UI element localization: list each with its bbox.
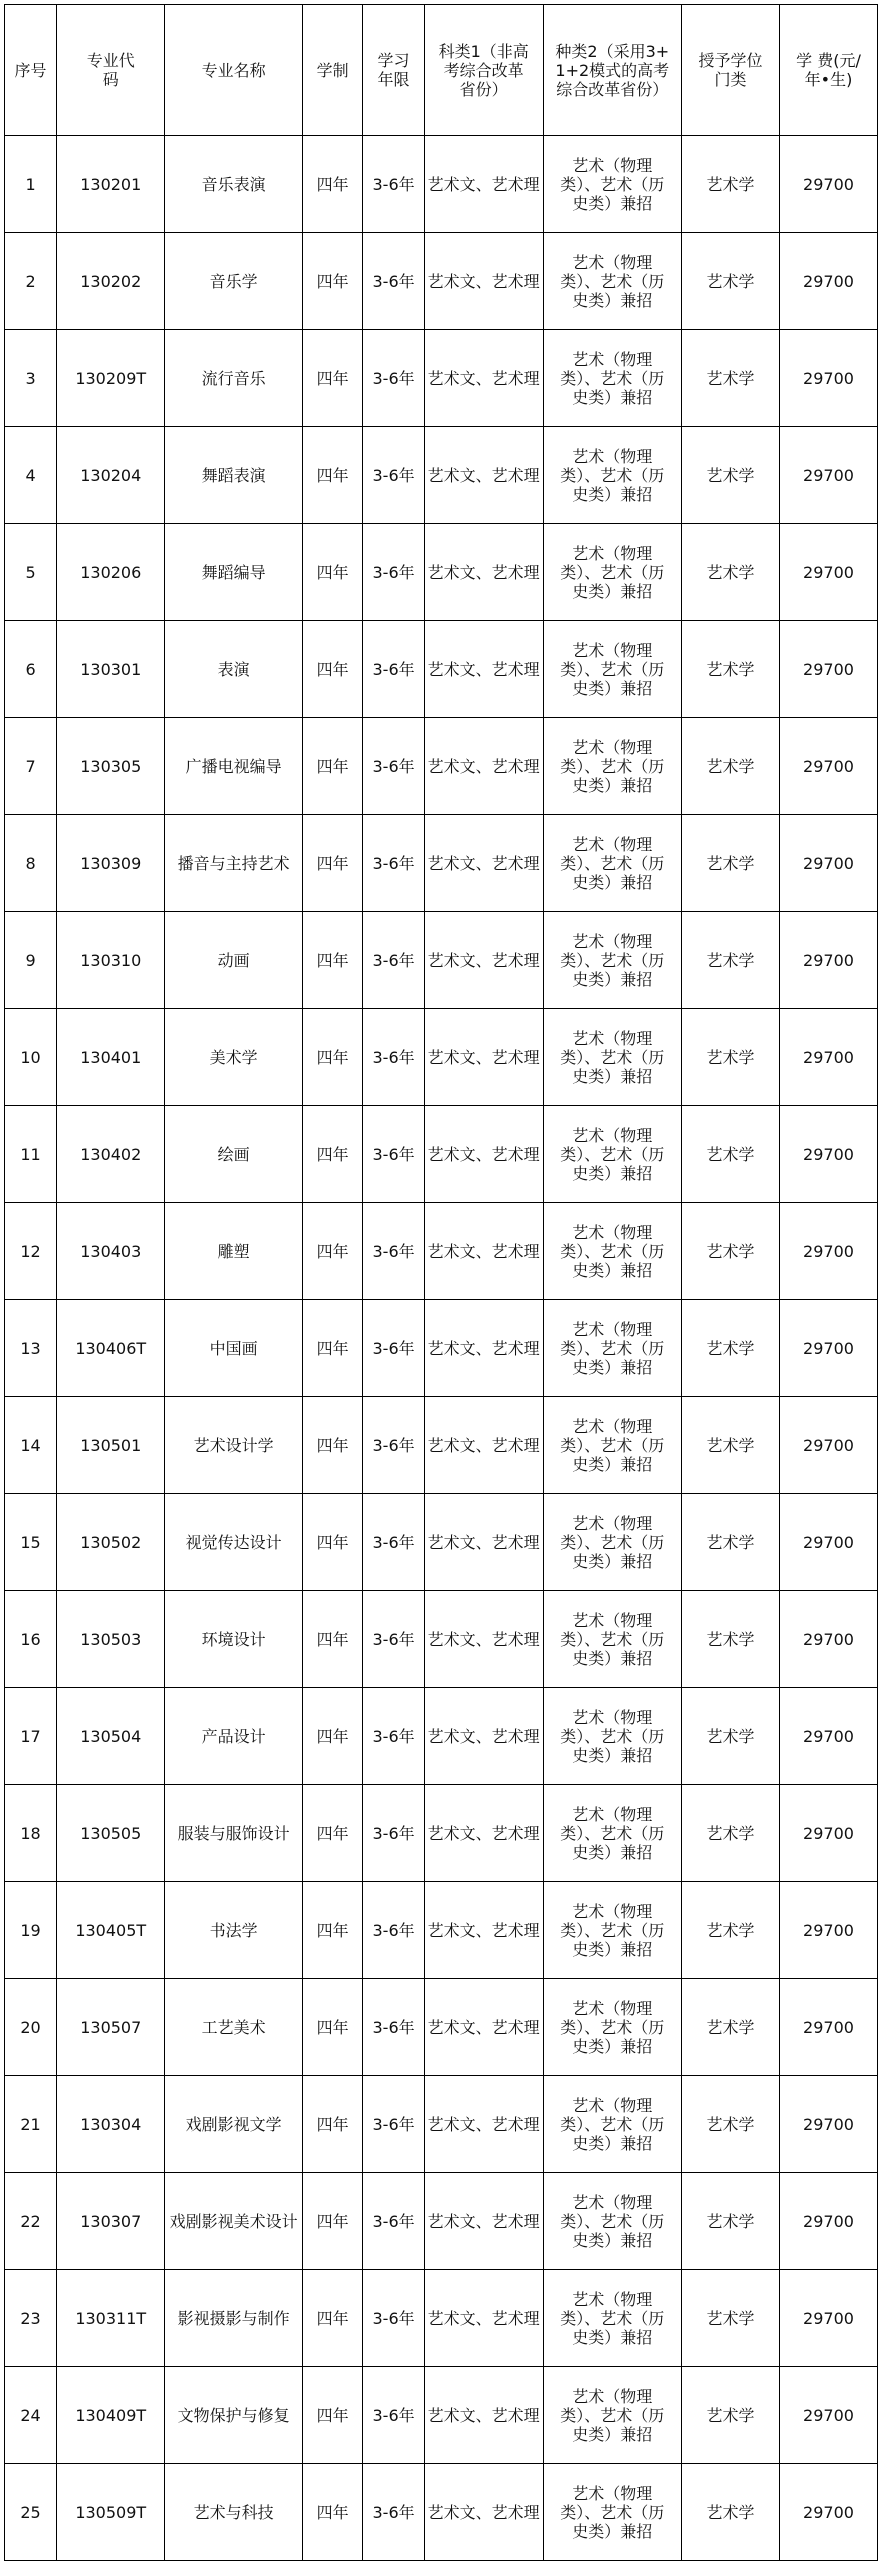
header-degree: 授予学位门类 <box>682 5 780 136</box>
cell-category2-text: 艺术（物理类）、艺术（历史类）兼招 <box>560 1319 665 1377</box>
cell-name: 影视摄影与制作 <box>165 2270 303 2367</box>
cell-name: 音乐学 <box>165 233 303 330</box>
cell-system: 四年 <box>302 2464 362 2561</box>
cell-category1: 艺术文、艺术理 <box>424 1009 543 1106</box>
cell-duration: 3-6年 <box>363 1688 424 1785</box>
cell-fee: 29700 <box>780 2367 878 2464</box>
cell-seq: 8 <box>5 815 57 912</box>
cell-fee: 29700 <box>780 1882 878 1979</box>
cell-category2-text: 艺术（物理类）、艺术（历史类）兼招 <box>560 2289 665 2347</box>
cell-fee: 29700 <box>780 1979 878 2076</box>
cell-category1: 艺术文、艺术理 <box>424 1688 543 1785</box>
cell-fee: 29700 <box>780 136 878 233</box>
cell-duration: 3-6年 <box>363 1106 424 1203</box>
table-row <box>5 233 878 330</box>
cell-degree: 艺术学 <box>682 1882 780 1979</box>
cell-category2 <box>543 136 682 233</box>
table-row <box>5 1300 878 1397</box>
cell-duration: 3-6年 <box>363 1397 424 1494</box>
cell-degree: 艺术学 <box>682 427 780 524</box>
cell-system: 四年 <box>302 2173 362 2270</box>
cell-duration: 3-6年 <box>363 2270 424 2367</box>
cell-duration: 3-6年 <box>363 1203 424 1300</box>
cell-category1: 艺术文、艺术理 <box>424 233 543 330</box>
cell-category2-text: 艺术（物理类）、艺术（历史类）兼招 <box>560 1804 665 1862</box>
cell-fee: 29700 <box>780 1106 878 1203</box>
cell-category1: 艺术文、艺术理 <box>424 1785 543 1882</box>
cell-seq: 5 <box>5 524 57 621</box>
cell-system: 四年 <box>302 1494 362 1591</box>
cell-name: 表演 <box>165 621 303 718</box>
cell-category1: 艺术文、艺术理 <box>424 2270 543 2367</box>
cell-category1: 艺术文、艺术理 <box>424 1979 543 2076</box>
cell-name: 产品设计 <box>165 1688 303 1785</box>
cell-degree: 艺术学 <box>682 136 780 233</box>
cell-degree: 艺术学 <box>682 1300 780 1397</box>
cell-degree: 艺术学 <box>682 524 780 621</box>
cell-code: 130405T <box>57 1882 165 1979</box>
cell-category2 <box>543 2270 682 2367</box>
cell-seq: 6 <box>5 621 57 718</box>
cell-duration: 3-6年 <box>363 427 424 524</box>
cell-system: 四年 <box>302 718 362 815</box>
cell-category2-text: 艺术（物理类）、艺术（历史类）兼招 <box>560 931 665 989</box>
table-row <box>5 2173 878 2270</box>
cell-system: 四年 <box>302 2367 362 2464</box>
cell-name: 流行音乐 <box>165 330 303 427</box>
cell-category1: 艺术文、艺术理 <box>424 1203 543 1300</box>
table-row <box>5 2076 878 2173</box>
header-code: 专业代码 <box>57 5 165 136</box>
cell-degree: 艺术学 <box>682 1494 780 1591</box>
cell-seq: 13 <box>5 1300 57 1397</box>
table-row <box>5 2367 878 2464</box>
cell-category2-text: 艺术（物理类）、艺术（历史类）兼招 <box>560 834 665 892</box>
cell-category2-text: 艺术（物理类）、艺术（历史类）兼招 <box>560 1513 665 1571</box>
cell-category2 <box>543 1300 682 1397</box>
cell-category2 <box>543 1494 682 1591</box>
cell-system: 四年 <box>302 1009 362 1106</box>
cell-code: 130307 <box>57 2173 165 2270</box>
cell-code: 130304 <box>57 2076 165 2173</box>
table-row <box>5 524 878 621</box>
cell-category2 <box>543 2076 682 2173</box>
cell-code: 130309 <box>57 815 165 912</box>
cell-fee: 29700 <box>780 912 878 1009</box>
cell-name: 视觉传达设计 <box>165 1494 303 1591</box>
cell-category2-text: 艺术（物理类）、艺术（历史类）兼招 <box>560 446 665 504</box>
cell-code: 130206 <box>57 524 165 621</box>
cell-code: 130507 <box>57 1979 165 2076</box>
cell-code: 130403 <box>57 1203 165 1300</box>
cell-duration: 3-6年 <box>363 815 424 912</box>
cell-category2-text: 艺术（物理类）、艺术（历史类）兼招 <box>560 2192 665 2250</box>
cell-name: 音乐表演 <box>165 136 303 233</box>
cell-category2 <box>543 1203 682 1300</box>
cell-duration: 3-6年 <box>363 912 424 1009</box>
cell-duration: 3-6年 <box>363 524 424 621</box>
cell-seq: 10 <box>5 1009 57 1106</box>
cell-duration: 3-6年 <box>363 2173 424 2270</box>
cell-name: 戏剧影视文学 <box>165 2076 303 2173</box>
cell-seq: 11 <box>5 1106 57 1203</box>
header-seq: 序号 <box>5 5 57 136</box>
cell-category1: 艺术文、艺术理 <box>424 524 543 621</box>
cell-fee: 29700 <box>780 233 878 330</box>
cell-degree: 艺术学 <box>682 815 780 912</box>
cell-seq: 12 <box>5 1203 57 1300</box>
cell-duration: 3-6年 <box>363 1979 424 2076</box>
cell-fee: 29700 <box>780 2464 878 2561</box>
cell-category1: 艺术文、艺术理 <box>424 1591 543 1688</box>
cell-name: 工艺美术 <box>165 1979 303 2076</box>
table-body <box>5 136 878 2561</box>
cell-category2 <box>543 1106 682 1203</box>
table-row <box>5 1979 878 2076</box>
table-row <box>5 427 878 524</box>
cell-seq: 24 <box>5 2367 57 2464</box>
cell-degree: 艺术学 <box>682 1785 780 1882</box>
cell-degree: 艺术学 <box>682 621 780 718</box>
cell-fee: 29700 <box>780 1688 878 1785</box>
cell-duration: 3-6年 <box>363 1591 424 1688</box>
cell-seq: 7 <box>5 718 57 815</box>
cell-category1: 艺术文、艺术理 <box>424 2464 543 2561</box>
cell-name: 舞蹈编导 <box>165 524 303 621</box>
cell-category2 <box>543 427 682 524</box>
cell-category2-text: 艺术（物理类）、艺术（历史类）兼招 <box>560 2483 665 2541</box>
cell-system: 四年 <box>302 330 362 427</box>
cell-category2-text: 艺术（物理类）、艺术（历史类）兼招 <box>560 2386 665 2444</box>
cell-category1: 艺术文、艺术理 <box>424 427 543 524</box>
cell-seq: 20 <box>5 1979 57 2076</box>
table-row <box>5 2270 878 2367</box>
cell-system: 四年 <box>302 1785 362 1882</box>
table-row <box>5 1688 878 1785</box>
cell-category2-text: 艺术（物理类）、艺术（历史类）兼招 <box>560 543 665 601</box>
cell-fee: 29700 <box>780 1203 878 1300</box>
cell-category2-text: 艺术（物理类）、艺术（历史类）兼招 <box>560 1610 665 1668</box>
cell-code: 130305 <box>57 718 165 815</box>
cell-name: 广播电视编导 <box>165 718 303 815</box>
cell-duration: 3-6年 <box>363 1009 424 1106</box>
table-row <box>5 1009 878 1106</box>
cell-fee: 29700 <box>780 427 878 524</box>
cell-code: 130504 <box>57 1688 165 1785</box>
cell-fee: 29700 <box>780 2173 878 2270</box>
table-row <box>5 1203 878 1300</box>
header-name: 专业名称 <box>165 5 303 136</box>
cell-fee: 29700 <box>780 621 878 718</box>
cell-code: 130503 <box>57 1591 165 1688</box>
table-row <box>5 912 878 1009</box>
header-category1: 科类1（非高考综合改革省份） <box>424 5 543 136</box>
cell-category2-text: 艺术（物理类）、艺术（历史类）兼招 <box>560 349 665 407</box>
cell-category2 <box>543 621 682 718</box>
table-row <box>5 1397 878 1494</box>
cell-degree: 艺术学 <box>682 2464 780 2561</box>
cell-code: 130201 <box>57 136 165 233</box>
cell-category1: 艺术文、艺术理 <box>424 2173 543 2270</box>
cell-category2-text: 艺术（物理类）、艺术（历史类）兼招 <box>560 1901 665 1959</box>
cell-fee: 29700 <box>780 1591 878 1688</box>
cell-system: 四年 <box>302 524 362 621</box>
cell-degree: 艺术学 <box>682 2367 780 2464</box>
cell-duration: 3-6年 <box>363 1785 424 1882</box>
cell-category1: 艺术文、艺术理 <box>424 1494 543 1591</box>
cell-system: 四年 <box>302 1203 362 1300</box>
cell-name: 服装与服饰设计 <box>165 1785 303 1882</box>
table-header <box>5 5 878 136</box>
cell-seq: 18 <box>5 1785 57 1882</box>
cell-duration: 3-6年 <box>363 330 424 427</box>
cell-name: 动画 <box>165 912 303 1009</box>
cell-category2-text: 艺术（物理类）、艺术（历史类）兼招 <box>560 1416 665 1474</box>
cell-fee: 29700 <box>780 1009 878 1106</box>
cell-duration: 3-6年 <box>363 2464 424 2561</box>
cell-fee: 29700 <box>780 1300 878 1397</box>
cell-category1: 艺术文、艺术理 <box>424 2076 543 2173</box>
cell-category2 <box>543 233 682 330</box>
cell-degree: 艺术学 <box>682 1203 780 1300</box>
cell-code: 130409T <box>57 2367 165 2464</box>
cell-duration: 3-6年 <box>363 136 424 233</box>
cell-system: 四年 <box>302 1397 362 1494</box>
cell-category2 <box>543 330 682 427</box>
table-row <box>5 1882 878 1979</box>
cell-seq: 16 <box>5 1591 57 1688</box>
table-row <box>5 2464 878 2561</box>
table-row <box>5 136 878 233</box>
cell-category2-text: 艺术（物理类）、艺术（历史类）兼招 <box>560 2095 665 2153</box>
table-row <box>5 815 878 912</box>
cell-seq: 2 <box>5 233 57 330</box>
cell-system: 四年 <box>302 1979 362 2076</box>
cell-category2 <box>543 1979 682 2076</box>
cell-degree: 艺术学 <box>682 233 780 330</box>
cell-name: 雕塑 <box>165 1203 303 1300</box>
majors-table <box>4 4 878 2561</box>
cell-code: 130301 <box>57 621 165 718</box>
table-row <box>5 718 878 815</box>
cell-category1: 艺术文、艺术理 <box>424 718 543 815</box>
cell-degree: 艺术学 <box>682 1688 780 1785</box>
cell-seq: 23 <box>5 2270 57 2367</box>
cell-code: 130204 <box>57 427 165 524</box>
cell-duration: 3-6年 <box>363 233 424 330</box>
cell-system: 四年 <box>302 2076 362 2173</box>
cell-name: 戏剧影视美术设计 <box>165 2173 303 2270</box>
cell-code: 130509T <box>57 2464 165 2561</box>
cell-seq: 17 <box>5 1688 57 1785</box>
cell-name: 中国画 <box>165 1300 303 1397</box>
cell-category2-text: 艺术（物理类）、艺术（历史类）兼招 <box>560 1998 665 2056</box>
cell-degree: 艺术学 <box>682 2270 780 2367</box>
cell-seq: 25 <box>5 2464 57 2561</box>
cell-code: 130406T <box>57 1300 165 1397</box>
cell-category2 <box>543 1009 682 1106</box>
cell-category2-text: 艺术（物理类）、艺术（历史类）兼招 <box>560 1222 665 1280</box>
cell-category2-text: 艺术（物理类）、艺术（历史类）兼招 <box>560 252 665 310</box>
cell-fee: 29700 <box>780 2076 878 2173</box>
cell-degree: 艺术学 <box>682 330 780 427</box>
cell-system: 四年 <box>302 1106 362 1203</box>
cell-fee: 29700 <box>780 1494 878 1591</box>
cell-category1: 艺术文、艺术理 <box>424 815 543 912</box>
cell-duration: 3-6年 <box>363 718 424 815</box>
cell-system: 四年 <box>302 427 362 524</box>
cell-system: 四年 <box>302 233 362 330</box>
cell-system: 四年 <box>302 136 362 233</box>
cell-code: 130502 <box>57 1494 165 1591</box>
cell-duration: 3-6年 <box>363 1882 424 1979</box>
cell-name: 书法学 <box>165 1882 303 1979</box>
cell-code: 130501 <box>57 1397 165 1494</box>
cell-duration: 3-6年 <box>363 1494 424 1591</box>
cell-degree: 艺术学 <box>682 2173 780 2270</box>
cell-category2-text: 艺术（物理类）、艺术（历史类）兼招 <box>560 640 665 698</box>
cell-category2 <box>543 912 682 1009</box>
cell-system: 四年 <box>302 815 362 912</box>
cell-category1: 艺术文、艺术理 <box>424 330 543 427</box>
cell-duration: 3-6年 <box>363 2367 424 2464</box>
cell-degree: 艺术学 <box>682 2076 780 2173</box>
cell-seq: 4 <box>5 427 57 524</box>
cell-category2-text: 艺术（物理类）、艺术（历史类）兼招 <box>560 1707 665 1765</box>
table-row <box>5 330 878 427</box>
cell-fee: 29700 <box>780 815 878 912</box>
cell-system: 四年 <box>302 912 362 1009</box>
cell-degree: 艺术学 <box>682 718 780 815</box>
table-row <box>5 1106 878 1203</box>
cell-duration: 3-6年 <box>363 1300 424 1397</box>
cell-category1: 艺术文、艺术理 <box>424 1882 543 1979</box>
cell-category2 <box>543 2367 682 2464</box>
cell-system: 四年 <box>302 1300 362 1397</box>
cell-category1: 艺术文、艺术理 <box>424 1397 543 1494</box>
cell-category2 <box>543 815 682 912</box>
cell-category2-text: 艺术（物理类）、艺术（历史类）兼招 <box>560 737 665 795</box>
cell-category2 <box>543 1882 682 1979</box>
cell-system: 四年 <box>302 2270 362 2367</box>
cell-degree: 艺术学 <box>682 1009 780 1106</box>
cell-degree: 艺术学 <box>682 1106 780 1203</box>
cell-degree: 艺术学 <box>682 1591 780 1688</box>
cell-code: 130505 <box>57 1785 165 1882</box>
cell-category1: 艺术文、艺术理 <box>424 136 543 233</box>
cell-degree: 艺术学 <box>682 1979 780 2076</box>
table-row <box>5 1494 878 1591</box>
cell-code: 130209T <box>57 330 165 427</box>
cell-category2 <box>543 2464 682 2561</box>
cell-seq: 1 <box>5 136 57 233</box>
cell-name: 美术学 <box>165 1009 303 1106</box>
table-row <box>5 1591 878 1688</box>
cell-category2 <box>543 2173 682 2270</box>
cell-system: 四年 <box>302 1688 362 1785</box>
cell-category2 <box>543 1688 682 1785</box>
header-row <box>5 5 878 136</box>
cell-name: 艺术与科技 <box>165 2464 303 2561</box>
cell-seq: 14 <box>5 1397 57 1494</box>
cell-category2 <box>543 1591 682 1688</box>
cell-fee: 29700 <box>780 718 878 815</box>
cell-system: 四年 <box>302 1591 362 1688</box>
cell-name: 文物保护与修复 <box>165 2367 303 2464</box>
cell-category1: 艺术文、艺术理 <box>424 912 543 1009</box>
cell-category1: 艺术文、艺术理 <box>424 1300 543 1397</box>
cell-category2-text: 艺术（物理类）、艺术（历史类）兼招 <box>560 1028 665 1086</box>
cell-system: 四年 <box>302 1882 362 1979</box>
header-duration: 学习年限 <box>363 5 424 136</box>
cell-duration: 3-6年 <box>363 2076 424 2173</box>
table-row <box>5 621 878 718</box>
cell-seq: 15 <box>5 1494 57 1591</box>
cell-name: 艺术设计学 <box>165 1397 303 1494</box>
cell-fee: 29700 <box>780 524 878 621</box>
cell-degree: 艺术学 <box>682 1397 780 1494</box>
cell-category2 <box>543 1397 682 1494</box>
cell-category1: 艺术文、艺术理 <box>424 2367 543 2464</box>
header-fee: 学 费(元/年•生) <box>780 5 878 136</box>
cell-seq: 21 <box>5 2076 57 2173</box>
cell-name: 播音与主持艺术 <box>165 815 303 912</box>
header-category2: 种类2（采用3+1+2模式的高考综合改革省份） <box>543 5 682 136</box>
cell-fee: 29700 <box>780 1785 878 1882</box>
cell-category1: 艺术文、艺术理 <box>424 621 543 718</box>
cell-degree: 艺术学 <box>682 912 780 1009</box>
table-row <box>5 1785 878 1882</box>
cell-category1: 艺术文、艺术理 <box>424 1106 543 1203</box>
header-system: 学制 <box>302 5 362 136</box>
cell-fee: 29700 <box>780 2270 878 2367</box>
cell-category2 <box>543 524 682 621</box>
cell-name: 环境设计 <box>165 1591 303 1688</box>
cell-seq: 3 <box>5 330 57 427</box>
cell-category2 <box>543 1785 682 1882</box>
cell-category2-text: 艺术（物理类）、艺术（历史类）兼招 <box>560 155 665 213</box>
cell-code: 130401 <box>57 1009 165 1106</box>
cell-code: 130310 <box>57 912 165 1009</box>
cell-fee: 29700 <box>780 330 878 427</box>
cell-code: 130311T <box>57 2270 165 2367</box>
cell-category2-text: 艺术（物理类）、艺术（历史类）兼招 <box>560 1125 665 1183</box>
cell-duration: 3-6年 <box>363 621 424 718</box>
cell-name: 绘画 <box>165 1106 303 1203</box>
cell-seq: 9 <box>5 912 57 1009</box>
cell-name: 舞蹈表演 <box>165 427 303 524</box>
cell-fee: 29700 <box>780 1397 878 1494</box>
cell-code: 130202 <box>57 233 165 330</box>
cell-code: 130402 <box>57 1106 165 1203</box>
cell-seq: 22 <box>5 2173 57 2270</box>
cell-system: 四年 <box>302 621 362 718</box>
cell-category2 <box>543 718 682 815</box>
cell-seq: 19 <box>5 1882 57 1979</box>
